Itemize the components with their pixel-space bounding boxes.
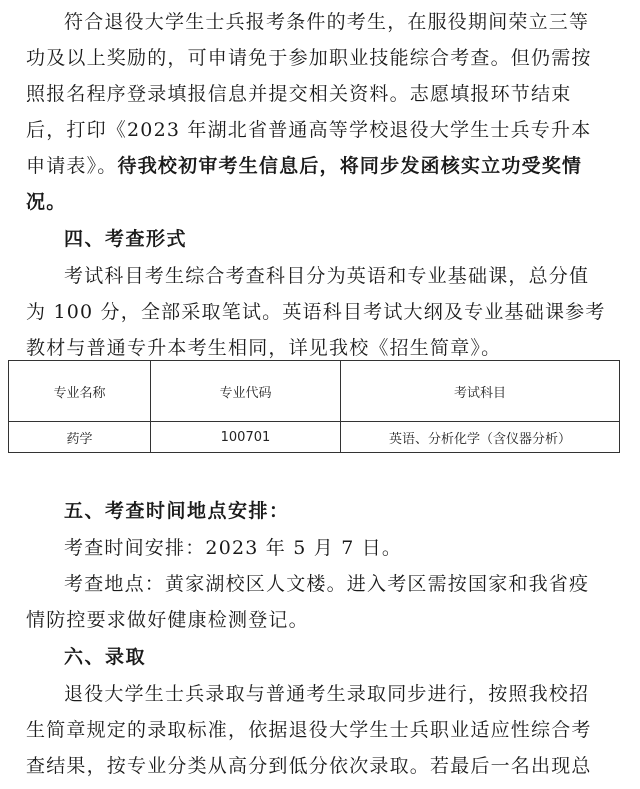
section-6-heading: 六、录取 xyxy=(64,646,147,668)
section-5-heading: 五、考查时间地点安排： xyxy=(64,500,290,522)
intro-line-5-normal: 申请表》。 xyxy=(26,155,118,177)
intro-line-3: 照报名程序登录填报信息并提交相关资料。志愿填报环节结束 xyxy=(26,83,572,105)
section-4-heading: 四、考查形式 xyxy=(64,228,188,250)
section-5-place-line-2: 情防控要求做好健康检测登记。 xyxy=(26,609,309,631)
section-6-line-1: 退役大学生士兵录取与普通考生录取同步进行，按照我校招 xyxy=(64,683,590,705)
intro-bold-end: 况。 xyxy=(26,191,67,213)
header-major-code: 专业代码 xyxy=(151,361,341,422)
cell-major-name: 药学 xyxy=(9,422,151,453)
section-5-place-line-1: 考查地点：黄家湖校区人文楼。进入考区需按国家和我省疫 xyxy=(64,573,590,595)
section-6-line-2: 生简章规定的录取标准，依据退役大学生士兵职业适应性综合考 xyxy=(26,719,592,741)
header-exam-subjects: 考试科目 xyxy=(340,361,619,422)
cell-major-code: 100701 xyxy=(151,422,341,453)
intro-bold-text: 待我校初审考生信息后，将同步发函核实立功受奖情 xyxy=(117,155,583,177)
intro-line-4: 后，打印《2023 年湖北省普通高等学校退役大学生士兵专升本 xyxy=(26,119,592,141)
intro-line-5 xyxy=(26,154,616,178)
section-4-line-3: 教材与普通专升本考生相同，详见我校《招生简章》。 xyxy=(26,337,502,359)
section-4-line-2: 为 100 分，全部采取笔试。英语科目考试大纲及专业基础课参考 xyxy=(26,301,606,323)
exam-subject-table xyxy=(8,360,620,453)
table-row xyxy=(9,422,620,453)
intro-line-2: 功及以上奖励的，可申请免于参加职业技能综合考查。但仍需按 xyxy=(26,47,592,69)
cell-exam-subjects: 英语、分析化学（含仪器分析） xyxy=(340,422,619,453)
section-4-line-1: 考试科目考生综合考查科目分为英语和专业基础课，总分值 xyxy=(64,265,590,287)
header-major-name: 专业名称 xyxy=(9,361,151,422)
table-header-row xyxy=(9,361,620,422)
section-5-time: 考查时间安排：2023 年 5 月 7 日。 xyxy=(64,537,403,559)
section-6-line-3: 查结果，按专业分类从高分到低分依次录取。若最后一名出现总 xyxy=(26,755,592,777)
intro-line-1: 符合退役大学生士兵报考条件的考生，在服役期间荣立三等 xyxy=(64,11,590,33)
